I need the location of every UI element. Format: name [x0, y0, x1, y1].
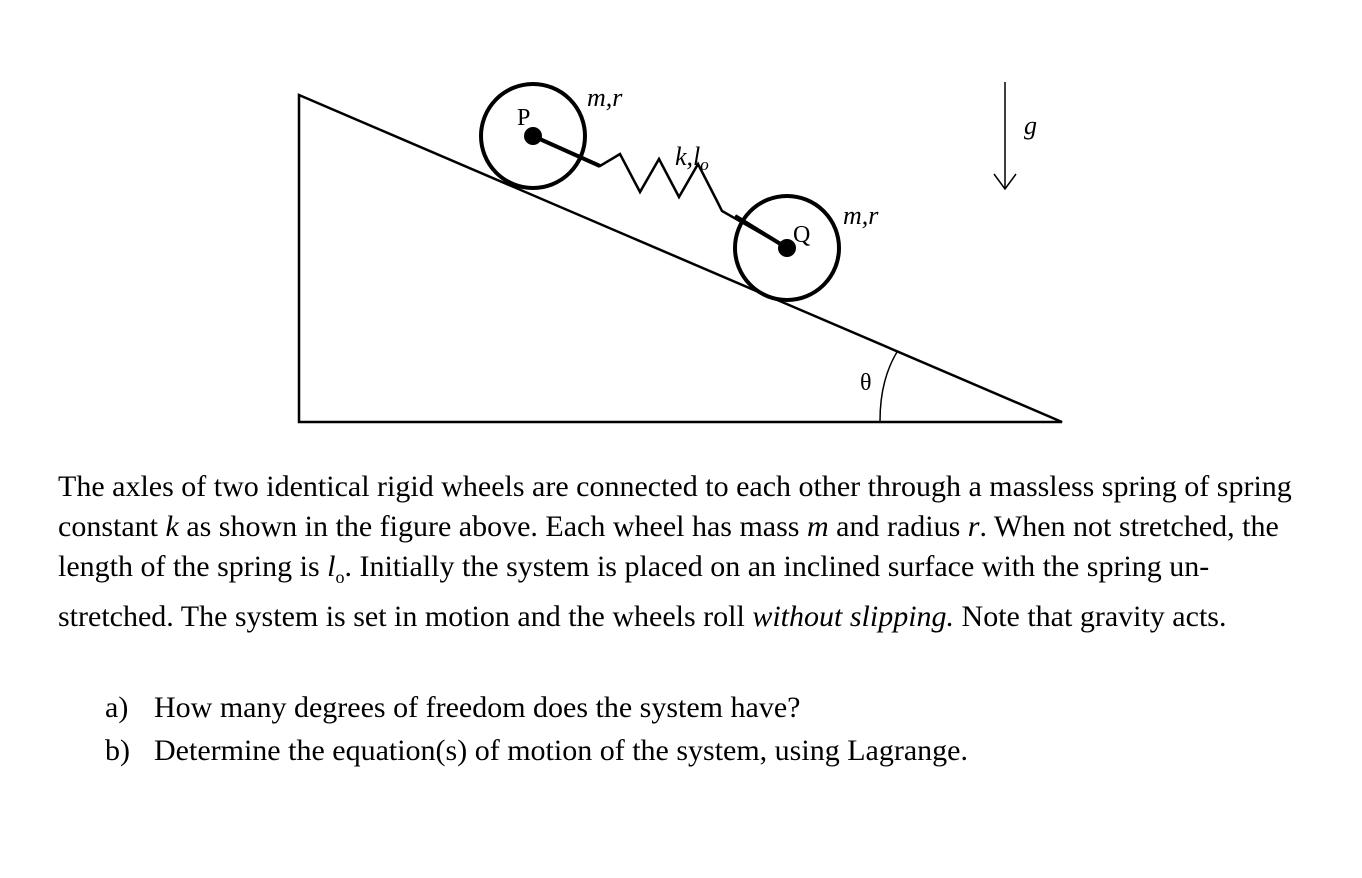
question-list	[105, 686, 968, 772]
wheel-q-point-label: Q	[793, 222, 811, 248]
problem-statement: The axles of two identical rigid wheels are connected to each other through a massless spring of spring constant k as shown in the figure above. Each wheel has mass m and radius r. When not stretched, the length of the spring is $l_o$. Initially the system is placed on an inclined surface with the spring un-stretched. The system is set in motion and the wheels roll without slipping. Note that gravity acts.	[58, 470, 1292, 633]
mass-symbol: m	[806, 510, 829, 543]
question-text: How many degrees of freedom does the system have?	[154, 691, 801, 724]
axle-bar-p	[533, 136, 600, 166]
question-marker: b)	[105, 734, 130, 767]
question-item	[105, 686, 968, 729]
question-item	[105, 729, 968, 772]
wheel-q-props-label: m,r	[843, 201, 879, 230]
spring-constant-symbol: k	[165, 510, 179, 543]
angle-arc	[880, 352, 897, 421]
length-symbol: l	[327, 550, 336, 583]
spring-label: k,lo	[675, 142, 709, 174]
wheel-p-props-label: m,r	[587, 83, 623, 112]
emphasis-text: without slipping.	[752, 600, 955, 633]
wheel-p-point-label: P	[517, 105, 531, 131]
gravity-label: g	[1024, 111, 1037, 140]
radius-symbol: r	[967, 510, 980, 543]
question-marker: a)	[105, 691, 129, 724]
angle-label: θ	[860, 370, 872, 396]
question-text: Determine the equation(s) of motion of the system, using Lagrange.	[154, 734, 968, 767]
axle-bar-q	[735, 216, 787, 248]
